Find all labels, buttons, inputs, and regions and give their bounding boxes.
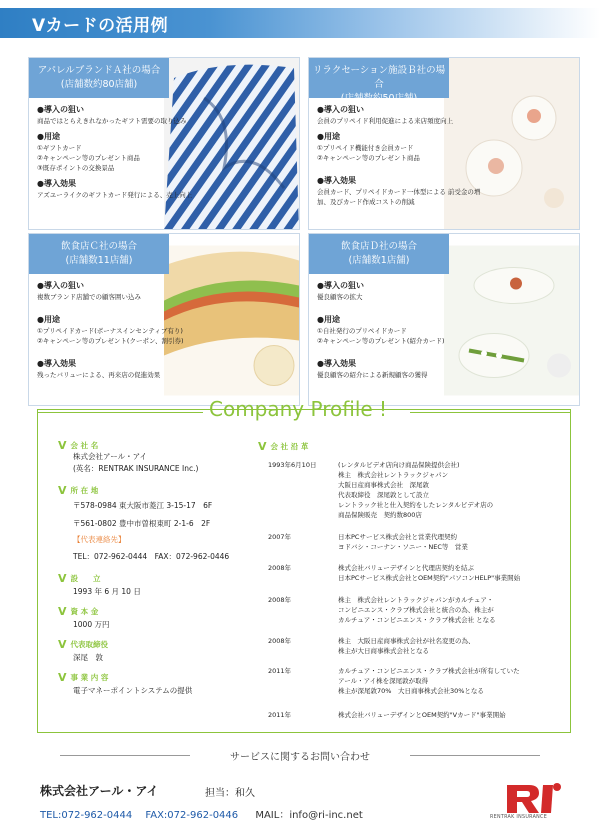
- case-card-title: 飲食店Ｄ社の場合: [340, 241, 417, 252]
- use-item: ①自社発行のプリペイドカード: [317, 327, 407, 335]
- inquiry-heading: サービスに関するお問い合わせ: [230, 752, 370, 763]
- aim-text: 優良顧客の拡大: [317, 293, 363, 301]
- business-value: 電子マネーポイントシステムの提供: [73, 686, 193, 695]
- case-card-header: [29, 234, 169, 274]
- use-item: ①ギフトカード: [37, 144, 82, 152]
- founded-label: V 設 立: [58, 572, 101, 585]
- aim-heading: ●導入の狙い: [317, 105, 364, 114]
- use-heading: ●用途: [317, 315, 340, 324]
- case-card-body: [317, 104, 492, 207]
- ceo-name: 深尾 敦: [73, 653, 103, 662]
- company-name: 株式会社アール・アイ: [73, 452, 147, 461]
- aim-text: 会員のプリペイド利用促進による来店頻度向上: [317, 117, 454, 125]
- use-heading: ●用途: [317, 132, 340, 141]
- case-card-header: [29, 58, 169, 98]
- effect-text: 残ったバリューによる、再来店の促進効果: [37, 371, 161, 379]
- case-card-subtitle: (店舗数約80店舗): [60, 79, 138, 90]
- aim-text: 複数ブランド店舗での顧客囲い込み: [37, 293, 141, 301]
- use-item: ①プリペイドカード(ボーナスインセンティブ有り): [37, 327, 183, 335]
- use-item: ②キャンペーン等のプレゼント(クーポン、割引券): [37, 337, 184, 345]
- use-heading: ●用途: [37, 315, 60, 324]
- case-card-header: [309, 58, 449, 104]
- use-heading: ●用途: [37, 132, 60, 141]
- case-card-d: [308, 233, 580, 406]
- case-card-header: [309, 234, 449, 274]
- company-logo: [505, 779, 565, 815]
- footer-fax: FAX:072-962-0446: [145, 810, 239, 821]
- company-name-label: V 会 社 名: [58, 439, 99, 452]
- history-label: V 会 社 沿 革: [258, 440, 309, 453]
- footer-mail[interactable]: MAIL：info@ri-inc.net: [255, 810, 363, 821]
- effect-heading: ●導入効果: [317, 359, 356, 368]
- address-2: 〒561-0802 豊中市曽根東町 2-1-6 2F: [73, 519, 211, 528]
- address-label: V 所 在 地: [58, 484, 99, 497]
- effect-heading: ●導入効果: [37, 359, 76, 368]
- profile-left-column: [58, 440, 258, 697]
- case-card-title: 飲食店Ｃ社の場合: [60, 241, 137, 252]
- effect-heading: ●導入効果: [37, 179, 76, 188]
- footer-tel: TEL:072-962-0444: [40, 810, 133, 821]
- founded-date: 1993 年 6 月 10 日: [73, 587, 141, 596]
- case-card-title: リラクセーション施設Ｂ社の場合: [312, 65, 446, 90]
- use-item: ②キャンペーン等のプレゼント商品: [317, 154, 420, 162]
- aim-heading: ●導入の狙い: [37, 281, 84, 290]
- divider: [410, 412, 571, 413]
- page-title: Vカードの活用例: [32, 16, 169, 36]
- footer-contact-line: [40, 806, 363, 821]
- company-profile-title: Company Profile !: [209, 397, 388, 421]
- ceo-label: V 代表取締役: [58, 638, 109, 651]
- use-item: ③既存ポイントの交換景品: [37, 164, 115, 172]
- use-item: ①プリペイド機能付き会員カード: [317, 144, 414, 152]
- case-card-body: [37, 104, 212, 200]
- contact-numbers: TEL：072-962-0444 FAX：072-962-0446: [73, 552, 230, 561]
- case-card-title: アパレルブランドＡ社の場合: [37, 65, 161, 76]
- effect-text: アズユーライクのギフトカード発行による、売上向上: [37, 191, 193, 199]
- address-1: 〒578-0984 東大阪市菱江 3-15-17 6F: [73, 501, 213, 510]
- logo-caption: RENTRAK INSURANCE: [490, 815, 548, 820]
- capital-label: V 資 本 金: [58, 605, 99, 618]
- effect-text: 会員カード、プリペイドカード一体型による 前受金の増加、及びカード作成コストの削減: [317, 188, 481, 206]
- use-item: ②キャンペーン等のプレゼント(紹介カード): [317, 337, 445, 345]
- case-card-c: [28, 233, 300, 406]
- capital-value: 1000 万円: [73, 620, 110, 629]
- title-band: [0, 8, 600, 38]
- effect-heading: ●導入効果: [317, 176, 356, 185]
- case-card-subtitle: (店舗数1店舗): [348, 255, 410, 266]
- footer-contact-person: 担当：和久: [205, 788, 255, 799]
- case-card-b: [308, 57, 580, 230]
- aim-text: 商品ではとらえきれなかったギフト需要の取り込み: [37, 117, 187, 125]
- case-card-body: [317, 280, 492, 380]
- business-label: V 事 業 内 容: [58, 671, 109, 684]
- aim-heading: ●導入の狙い: [317, 281, 364, 290]
- case-card-subtitle: (店舗数約50店舗): [340, 93, 418, 104]
- case-card-body: [37, 280, 212, 380]
- divider: [37, 412, 203, 413]
- case-card-a: [28, 57, 300, 230]
- contact-label: 【代表連絡先】: [73, 535, 126, 544]
- company-name-en: (英名：RENTRAK INSURANCE Inc.): [73, 464, 199, 473]
- use-item: ②キャンペーン等のプレゼント商品: [37, 154, 140, 162]
- footer-company-name: 株式会社アール・アイ: [40, 784, 159, 798]
- aim-heading: ●導入の狙い: [37, 105, 84, 114]
- case-card-subtitle: (店舗数11店舗): [65, 255, 133, 266]
- effect-text: 優良顧客の紹介による新規顧客の獲得: [317, 371, 428, 379]
